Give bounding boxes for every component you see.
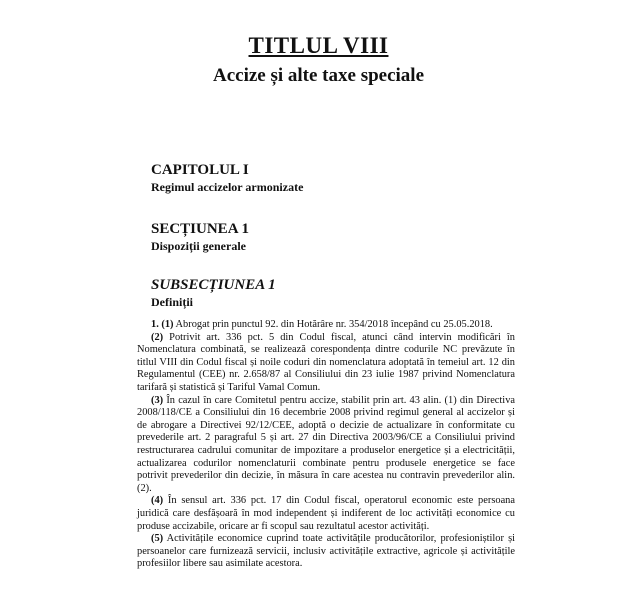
paragraph-number: (4) xyxy=(151,495,164,507)
subsection-label: SUBSECȚIUNEA 1 xyxy=(151,277,276,293)
paragraph xyxy=(137,332,515,395)
chapter-label: CAPITOLUL I xyxy=(151,162,249,178)
paragraph xyxy=(137,495,515,533)
section-heading xyxy=(151,221,249,254)
paragraph xyxy=(137,319,515,332)
subsection-heading xyxy=(151,277,276,310)
article-body xyxy=(137,319,515,571)
paragraph-number: (2) xyxy=(151,331,164,343)
paragraph-text: În cazul în care Comitetul pentru accize, stabilit prin art. 43 alin. (1) din Directiva 2008/118/CE a Consiliului din 16 decembrie 2008 privind regimul general al accizelor și de abrogare a Directivei 92/12/CEE, adoptă o decizie de actualizare în conformitate cu prevederile art. 2 paragraful 5 și art. 27 din Directiva 2003/96/CE a Consiliului privind restructurarea cadrului comunitar de impozitare a produselor energetice și a electricității, actualizarea codurilor nomenclaturii combinate pentru produsele energetice se face potrivit prevederilor din decizie, în măsura în care acestea nu contravin prevederilor alin. (2). xyxy=(137,394,515,494)
section-label: SECȚIUNEA 1 xyxy=(151,221,249,237)
paragraph xyxy=(137,533,515,571)
chapter-heading xyxy=(151,162,303,195)
paragraph-number: (5) xyxy=(151,533,164,545)
subsection-name: Definiții xyxy=(151,295,193,309)
paragraph-number: (3) xyxy=(151,394,164,406)
paragraph-text: În sensul art. 336 pct. 17 din Codul fiscal, operatorul economic este persoana juridică care desfășoară în mod independent și indiferent de loc activități economice cu produse accizabile, oricare ar fi scopul sau rezultatul acestor activități. xyxy=(137,495,515,532)
document-title: TITLUL VIII xyxy=(248,33,389,58)
chapter-name: Regimul accizelor armonizate xyxy=(151,180,304,194)
paragraph xyxy=(137,395,515,496)
section-name: Dispoziții generale xyxy=(151,239,246,253)
paragraph-number: (1) xyxy=(161,319,174,330)
article-number: 1. xyxy=(151,319,159,330)
paragraph-text: Abrogat prin punctul 92. din Hotărâre nr. 354/2018 începând cu 25.05.2018. xyxy=(173,319,493,330)
paragraph-text: Potrivit art. 336 pct. 5 din Codul fiscal, atunci când intervin modificări în Nomenclatura combinată, se realizează corespondența dintre codurile NC prevăzute în titlul VIII din Codul fiscal și noile coduri din nomenclatura adoptată în temeiul art. 12 din Regulamentul (CEE) nr. 2.658/87 al Consiliului din 23 iulie 1987 privind Nomenclatura tarifară și statistică și Tariful Vamal Comun. xyxy=(137,331,515,393)
paragraph-text: Activitățile economice cuprind toate activitățile producătorilor, profesioniștilor și persoanelor care furnizează servicii, inclusiv activitățile extractive, agricole și activitățile profesiilor libere sau asimilate acestora. xyxy=(137,533,515,570)
document-subtitle: Accize și alte taxe speciale xyxy=(212,65,425,86)
